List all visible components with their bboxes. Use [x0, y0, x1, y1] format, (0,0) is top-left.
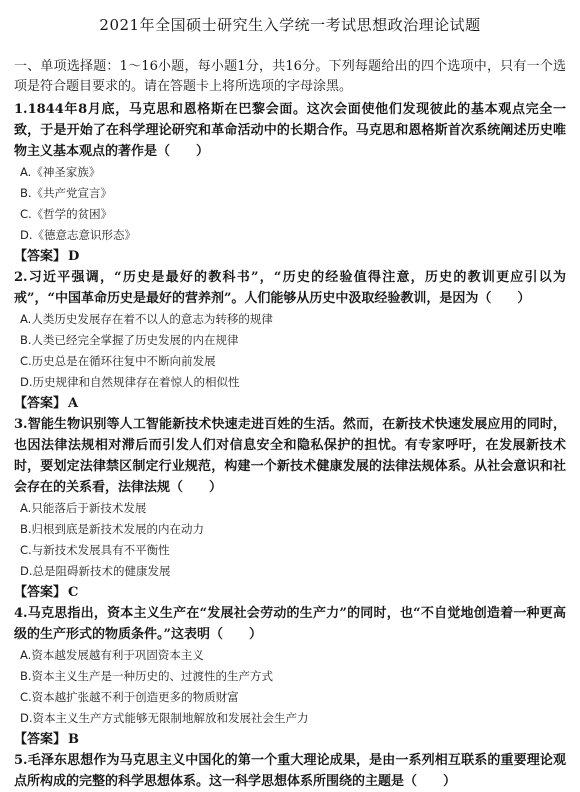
question-stem: 5.毛泽东思想作为马克思主义中国化的第一个重大理论成果，是由一系列相互联系的重要理论观点所构成的完整的科学思想体系。这一科学思想体系所围绕的主题是（ ） [14, 753, 566, 789]
question-1 [14, 99, 566, 267]
question-2 [14, 267, 566, 414]
answer-line [14, 393, 566, 414]
answer-label: 【答案】 [14, 396, 67, 411]
question-stem: 1.1844年8月底，马克思和恩格斯在巴黎会面。这次会面使他们发现彼此的基本观点完全一致，于是开始了在科学理论研究和革命活动中的长期合作。马克思和恩格斯首次系统阐述历史唯物主义基本观点的著作是（ ） [14, 102, 566, 159]
option-a: A.资本越发展越有利于巩固资本主义 [20, 648, 204, 662]
option-b: B.《共产党宣言》 [20, 186, 113, 200]
question-stem: 3.智能生物识别等人工智能新技术快速走进百姓的生活。然而，在新技术快速发展应用的同时，也因法律法规相对滞后而引发人们对信息安全和隐私保护的担忧。有专家呼吁，在发展新技术时，要划定法律禁区制定行业规范，构建一个新技术健康发展的法律法规体系。从社会意识和社会存在的关系看，法律法规（ ） [14, 417, 566, 495]
answer-label: 【答案】 [14, 732, 67, 747]
question-stem: 4.马克思指出，资本主义生产在“发展社会劳动的生产力”的同时，也“不自觉地创造着一种更高级的生产形式的物质条件。”这表明（ ） [14, 606, 566, 642]
exam-title: 2021年全国硕士研究生入学统一考试思想政治理论试题 [99, 16, 481, 34]
answer-line [14, 246, 566, 267]
option-d: D.总是阻碍新技术的健康发展 [20, 564, 171, 578]
option-b: B.资本主义生产是一种历史的、过渡性的生产方式 [20, 669, 274, 683]
answer-value: B [68, 732, 80, 747]
question-3 [14, 414, 566, 603]
option-b: B.人类已经完全掌握了历史发展的内在规律 [20, 333, 239, 347]
answer-value: A [68, 396, 79, 411]
section-instructions: 一、单项选择题：1～16小题，每小题1分，共16分。下列每题给出的四个选项中，只有一个选项是符合题目要求的。请在答题卡上将所选项的字母涂黑。 [14, 59, 566, 94]
answer-label: 【答案】 [14, 249, 67, 264]
option-a: A.《神圣家族》 [20, 165, 101, 179]
option-c: C.资本越扩张越不利于创造更多的物质财富 [20, 690, 239, 704]
option-c: C.历史总是在循环往复中不断向前发展 [20, 354, 216, 368]
option-d: D.《德意志意识形态》 [20, 228, 137, 242]
question-5 [14, 750, 566, 792]
question-stem: 2.习近平强调，“历史是最好的教科书”，“历史的经验值得注意，历史的教训更应引以为戒”，“中国革命历史是最好的营养剂”。人们能够从历史中汲取经验教训，是因为（ ） [14, 270, 566, 306]
option-d: D.资本主义生产方式能够无限制地解放和发展社会生产力 [20, 711, 309, 725]
option-d: D.历史规律和自然规律存在着惊人的相似性 [20, 375, 240, 389]
answer-line [14, 582, 566, 603]
option-a: A.人类历史发展存在着不以人的意志为转移的规律 [20, 312, 273, 326]
answer-value: D [68, 249, 80, 264]
question-4 [14, 603, 566, 750]
option-a: A.只能落后于新技术发展 [20, 501, 147, 515]
answer-line [14, 729, 566, 750]
answer-value: C [68, 585, 79, 600]
option-b: B.归根到底是新技术发展的内在动力 [20, 522, 205, 536]
answer-label: 【答案】 [14, 585, 67, 600]
option-c: C.《哲学的贫困》 [20, 207, 113, 221]
option-c: C.与新技术发展具有不平衡性 [20, 543, 170, 557]
